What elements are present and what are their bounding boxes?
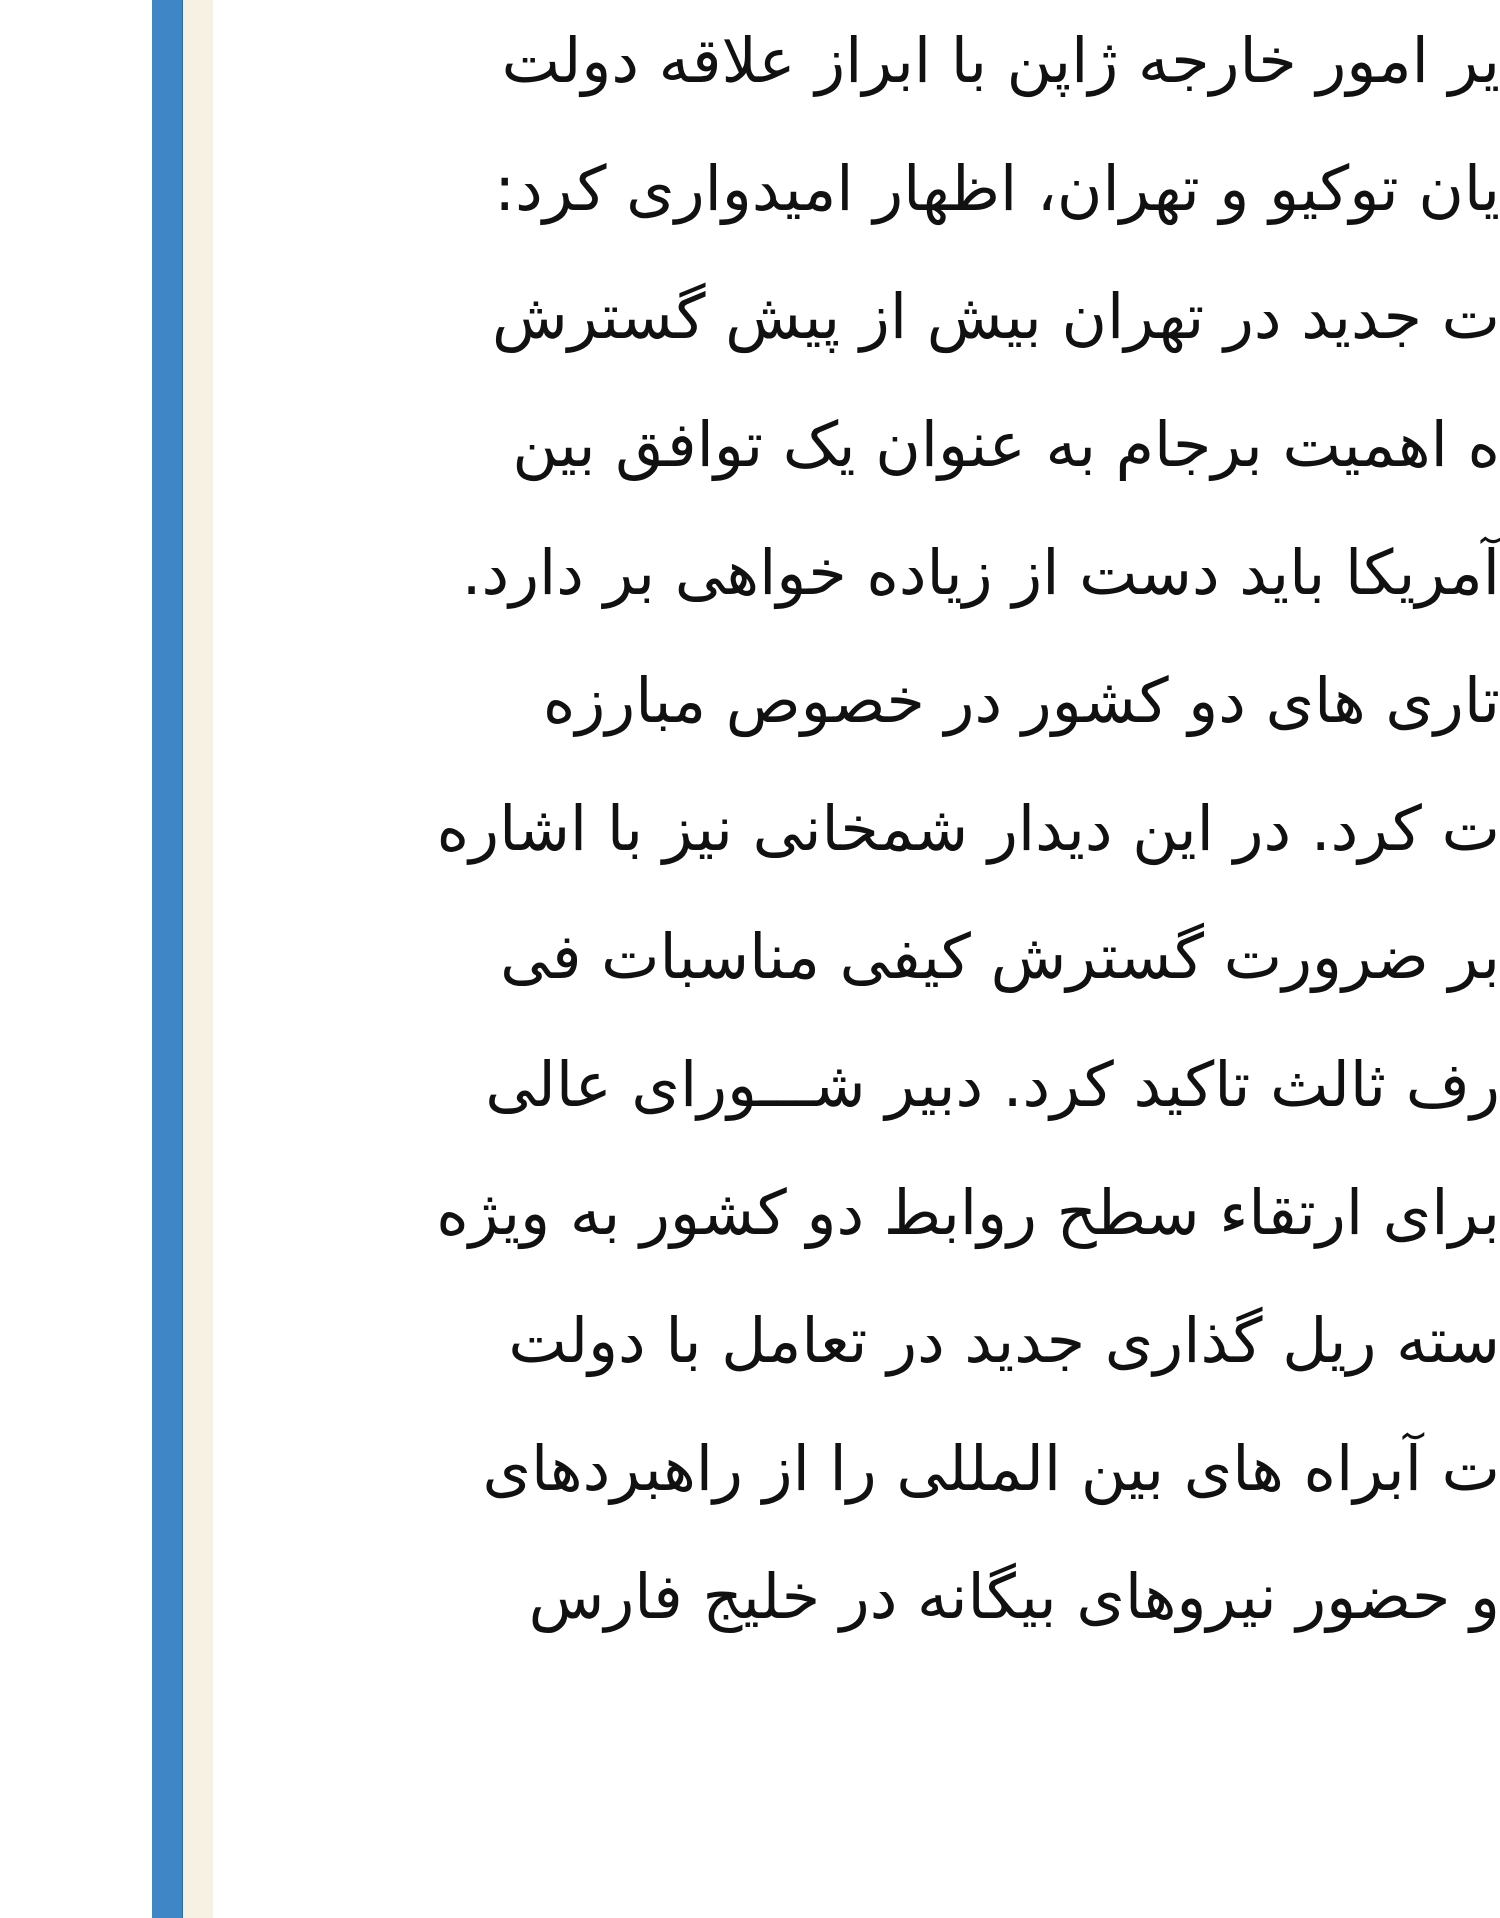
accent-border-bar xyxy=(152,0,183,1918)
left-margin xyxy=(0,0,152,1918)
page-edge-strip xyxy=(183,0,213,1918)
article-line: ت کرد. در این دیدار شمخانی نیز با اشاره xyxy=(436,792,1500,865)
article-line: یان توکیو و تهران، اظهار امیدواری کرد: xyxy=(494,152,1500,225)
article-line: ه اهمیت برجام به عنوان یک توافق بین xyxy=(512,408,1500,481)
article-line: ت آبراه های بین المللی را از راهبردهای xyxy=(482,1432,1500,1505)
article-line: سته ریل گذاری جدید در تعامل با دولت xyxy=(508,1304,1500,1377)
article-text-column xyxy=(213,0,1500,1918)
article-line: ت جدید در تهران بیش از پیش گسترش xyxy=(492,280,1500,353)
article-line: آمریکا باید دست از زیاده خواهی بر دارد. xyxy=(461,536,1500,609)
article-line: رف ثالث تاکید کرد. دبیر شـــورای عالی xyxy=(485,1048,1500,1121)
article-line: یر امور خارجه ژاپن با ابراز علاقه دولت xyxy=(501,24,1500,97)
article-line: تاری های دو کشور در خصوص مبارزه xyxy=(542,664,1500,737)
article-line: و حضور نیروهای بیگانه در خلیج فارس xyxy=(528,1560,1500,1633)
article-line: برای ارتقاء سطح روابط دو کشور به ویژه xyxy=(436,1176,1500,1249)
article-line: بر ضرورت گسترش کیفی مناسبات فی xyxy=(500,920,1500,993)
